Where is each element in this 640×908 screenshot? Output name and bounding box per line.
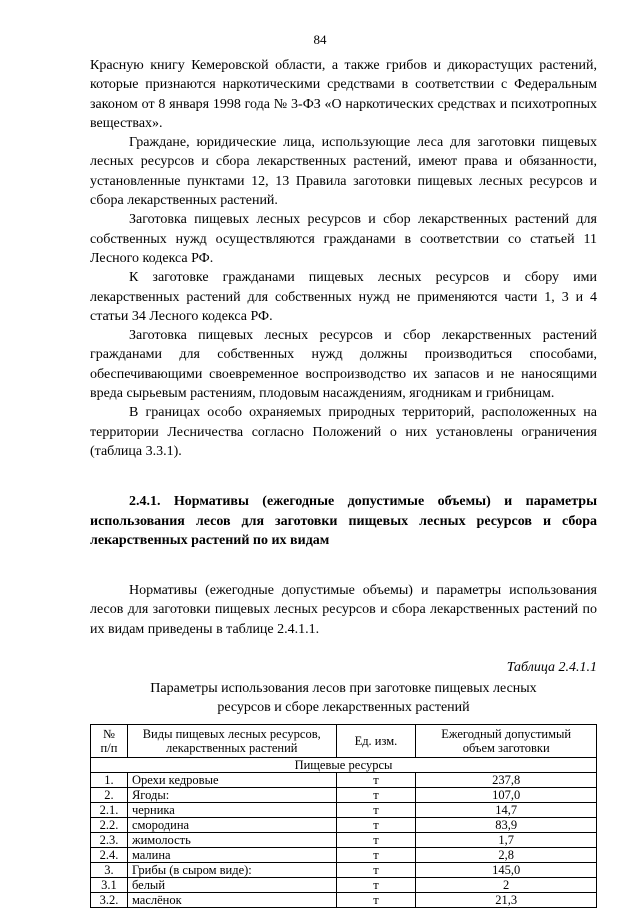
row-number: 2.3. <box>91 833 128 848</box>
row-resource-name: смородина <box>127 818 336 833</box>
header-annual-volume: Ежегодный допустимый объем заготовки <box>416 725 597 758</box>
header-resource-type: Виды пищевых лесных ресурсов, лекарственных растений <box>127 725 336 758</box>
group-label: Пищевые ресурсы <box>91 758 597 773</box>
row-value: 2 <box>416 878 597 893</box>
row-value: 83,9 <box>416 818 597 833</box>
row-unit: т <box>336 803 416 818</box>
section-heading: 2.4.1. Нормативы (ежегодные допустимые объемы) и параметры использования лесов для заготовки пищевых лесных ресурсов и сбора лекарственных растений по их видам <box>90 494 597 548</box>
row-unit: т <box>336 773 416 788</box>
paragraph-norms: Нормативы (ежегодные допустимые объемы) и параметры использования лесов для заготовки пищевых лесных ресурсов и сбора лекарственных растений по их видам приведены в таблице 2.4.1.1. <box>90 583 597 637</box>
table-row <box>91 848 597 863</box>
row-unit: т <box>336 833 416 848</box>
row-unit: т <box>336 878 416 893</box>
table-row <box>91 773 597 788</box>
paragraph-red-book: Красную книгу Кемеровской области, а также грибов и дикорастущих растений, которые признаются наркотическими средствами в соответствии с Федеральным законом от 8 января 1998 года № 3-ФЗ «О наркотических средствах и психотропных веществах». <box>90 58 597 131</box>
header-number: № п/п <box>91 725 128 758</box>
paragraph-methods: Заготовка пищевых лесных ресурсов и сбор лекарственных растений гражданами для собственных нужд должны производиться способами, обеспечивающими своевременное воспроизводство их запасов и не наносящими вреда сырьевым растениям, плодовым насаждениям, ягодникам и грибницам. <box>90 328 597 402</box>
parameters-table <box>90 724 597 908</box>
row-number: 2.2. <box>91 818 128 833</box>
row-value: 14,7 <box>416 803 597 818</box>
row-resource-name: Грибы (в сыром виде): <box>127 863 336 878</box>
row-number: 2.1. <box>91 803 128 818</box>
row-unit: т <box>336 818 416 833</box>
row-resource-name: Ягоды: <box>127 788 336 803</box>
table-group-row <box>91 758 597 773</box>
row-resource-name: маслёнок <box>127 893 336 908</box>
table-title-line2: ресурсов и сборе лекарственных растений <box>217 700 470 716</box>
table-header-row <box>91 725 597 758</box>
row-number: 1. <box>91 773 128 788</box>
table-row <box>91 788 597 803</box>
paragraph-protected-areas: В границах особо охраняемых природных территорий, расположенных на территории Лесничества согласно Положений о них установлены ограничения (таблица 3.3.1). <box>90 405 597 459</box>
table-row <box>91 863 597 878</box>
row-number: 3.1 <box>91 878 128 893</box>
table-title <box>90 679 597 717</box>
row-unit: т <box>336 848 416 863</box>
row-resource-name: малина <box>127 848 336 863</box>
row-value: 1,7 <box>416 833 597 848</box>
table-row <box>91 833 597 848</box>
page-number: 84 <box>313 32 327 47</box>
paragraph-own-needs: Заготовка пищевых лесных ресурсов и сбор лекарственных растений для собственных нужд осуществляются гражданами в соответствии со статьей 11 Лесного кодекса РФ. <box>90 212 597 266</box>
table-title-line1: Параметры использования лесов при заготовке пищевых лесных <box>150 681 537 697</box>
row-value: 2,8 <box>416 848 597 863</box>
table-row <box>91 893 597 908</box>
row-resource-name: жимолость <box>127 833 336 848</box>
document-body <box>90 56 597 908</box>
row-value: 21,3 <box>416 893 597 908</box>
row-number: 3. <box>91 863 128 878</box>
row-value: 107,0 <box>416 788 597 803</box>
row-unit: т <box>336 788 416 803</box>
row-resource-name: Орехи кедровые <box>127 773 336 788</box>
table-row <box>91 818 597 833</box>
row-resource-name: черника <box>127 803 336 818</box>
row-number: 3.2. <box>91 893 128 908</box>
row-unit: т <box>336 863 416 878</box>
paragraph-article-34: К заготовке гражданами пищевых лесных ресурсов и сбору ими лекарственных растений для собственных нужд не применяются части 1, 3 и 4 статьи 34 Лесного кодекса РФ. <box>90 270 597 324</box>
row-unit: т <box>336 893 416 908</box>
table-row <box>91 878 597 893</box>
paragraph-rights: Граждане, юридические лица, использующие леса для заготовки пищевых лесных ресурсов и сбора лекарственных растений, имеют права и обязанности, установленные пунктами 12, 13 Правила заготовки пищевых лесных ресурсов и сбора лекарственных растений. <box>90 135 597 209</box>
row-resource-name: белый <box>127 878 336 893</box>
table-label: Таблица 2.4.1.1 <box>506 660 597 676</box>
row-value: 237,8 <box>416 773 597 788</box>
row-number: 2.4. <box>91 848 128 863</box>
header-unit: Ед. изм. <box>336 725 416 758</box>
row-number: 2. <box>91 788 128 803</box>
row-value: 145,0 <box>416 863 597 878</box>
table-row <box>91 803 597 818</box>
